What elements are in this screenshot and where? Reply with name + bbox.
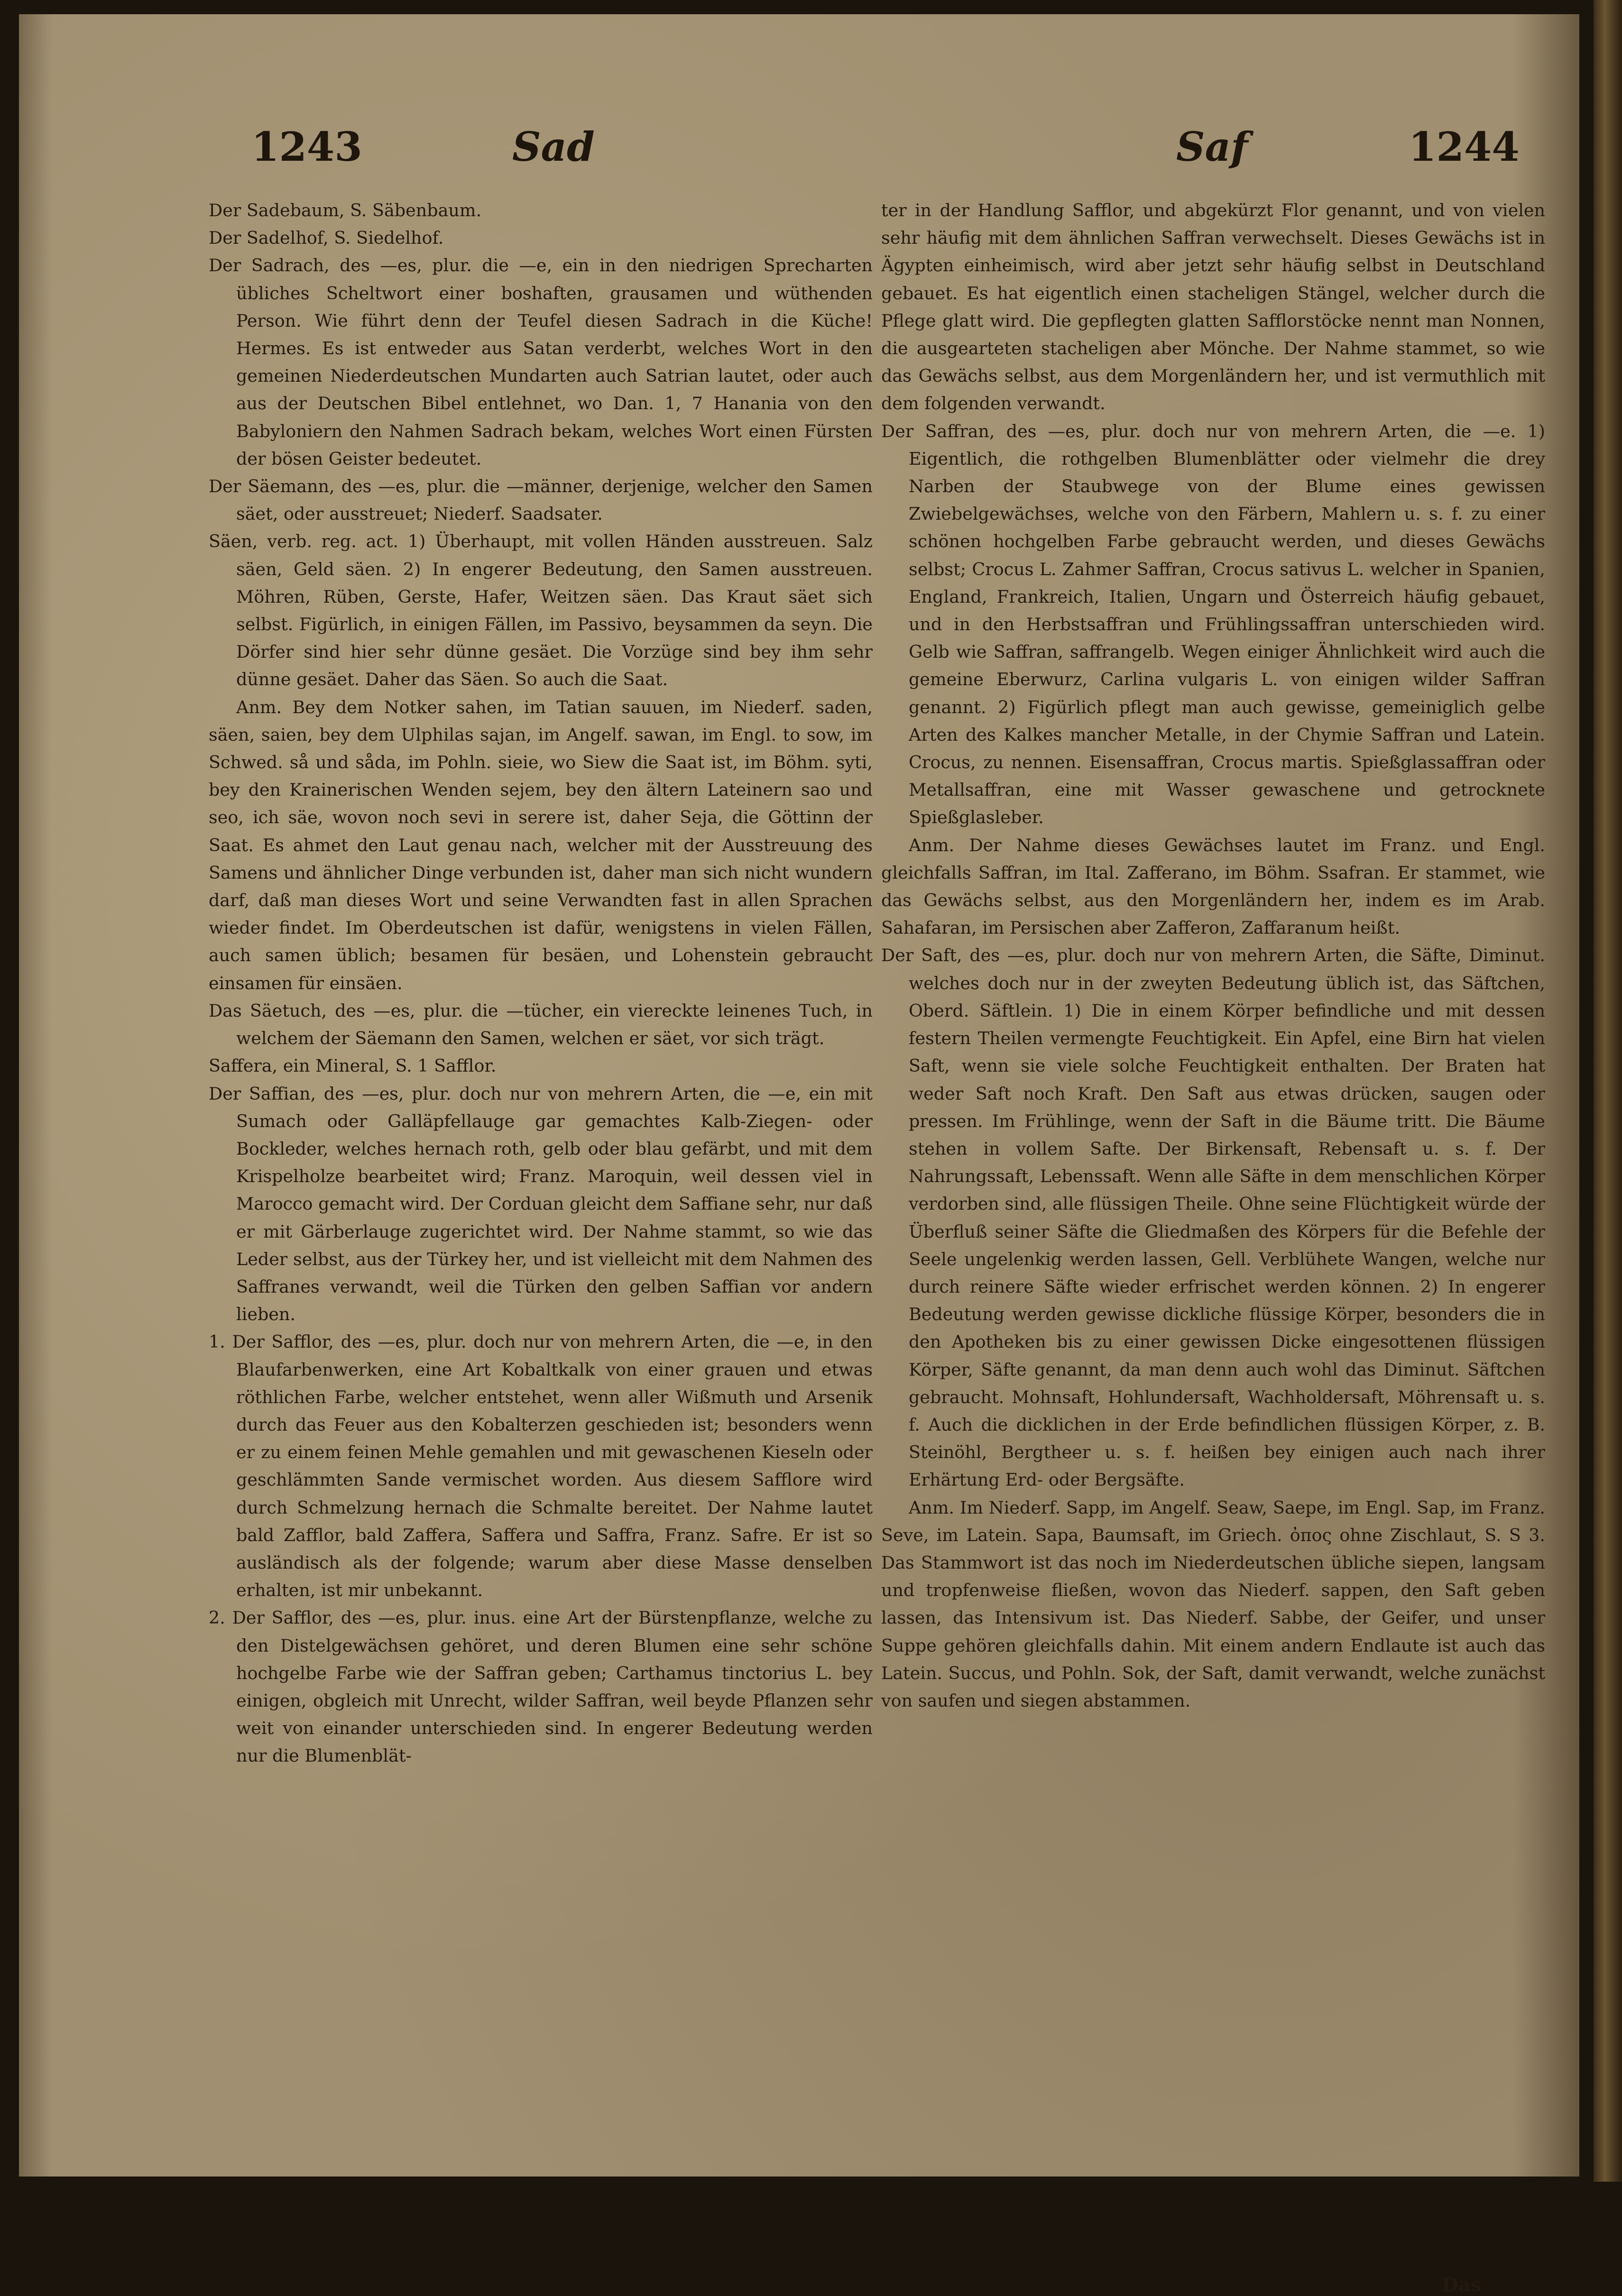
dictionary-entry: Der Sadebaum, S. Säbenbaum.	[209, 200, 482, 220]
annotation-paragraph: Anm. Bey dem Notker sahen, im Tatian sauuen, im Niederf. saden, säen, saien, bey dem Ulphilas sajan, im Angelf. sawan, im Engl. to sow, im Schwed. så und såda, im Pohln. sieie, wo Siew die Saat ist, im Böhm. syti, bey den Krainerischen Wenden sejem, bey den ältern Lateinern sao und seo, ich säe, wovon noch sevi in serere ist, daher Seja, die Göttinn der Saat. Es ahmet den Laut genau nach, welcher mit der Ausstreuung des Samens und ähnlicher Dinge verbunden ist, daher man sich nicht wundern darf, daß man dieses Wort und seine Verwandten fast in allen Sprachen wieder findet. Im Oberdeutschen ist dafür, wenigstens in vielen Fällen, auch samen üblich; besamen für besäen, und Lohenstein gebraucht einsamen für einsäen.	[209, 697, 873, 993]
dictionary-entry: Der Sadelhof, S. Siedelhof.	[209, 228, 444, 248]
dictionary-entry: Der Saffran, des —es, plur. doch nur von mehrern Arten, die —e. 1) Eigentlich, die rothgelben Blumenblätter oder vielmehr die drey Narben der Staubwege von der Blume eines gewissen Zwiebelgewächses, welche von den Färbern, Mahlern u. s. f. zu einer schönen hochgelben Farbe gebraucht werden, und dieses Gewächs selbst; Crocus L. Zahmer Saffran, Crocus sativus L. welcher in Spanien, England, Frankreich, Italien, Ungarn und Österreich häufig gebauet, und in den Herbstsaffran und Frühlingssaffran unterschieden wird. Gelb wie Saffran, saffrangelb. Wegen einiger Ähnlichkeit wird auch die gemeine Eberwurz, Carlina vulgaris L. von einigen wilder Saffran genannt. 2) Figürlich pflegt man auch gewisse, gemeiniglich gelbe Arten des Kalkes mancher Metalle, in der Chymie Saffran und Latein. Crocus, zu nennen. Eisensaffran, Crocus martis. Spießglassaffran oder Metallsaffran, eine mit Wasser gewaschene und getrocknete Spießglasleber.	[881, 421, 1545, 828]
dictionary-entry: Der Säemann, des —es, plur. die —männer, derjenige, welcher den Samen säet, oder ausstreuet; Niederf. Saadsater.	[209, 476, 873, 524]
page-edge	[1594, 0, 1622, 2182]
right-column	[881, 197, 1545, 2094]
annotation-paragraph: Anm. Der Nahme dieses Gewächses lautet im Franz. und Engl. gleichfalls Saffran, im Ital. Zafferano, im Böhm. Ssafran. Er stammet, wie das Gewächs selbst, aus den Morgenländern her, indem es im Arab. Sahafaran, im Persischen aber Zafferon, Zaffaranum heißt.	[881, 835, 1545, 938]
dictionary-entry: Saffera, ein Mineral, S. 1 Safflor.	[209, 1056, 497, 1076]
dictionary-entry: ter in der Handlung Safflor, und abgekürzt Flor genannt, und von vielen sehr häufig mit dem ähnlichen Saffran verwechselt. Dieses Gewächs ist in Ägypten einheimisch, wird aber jetzt sehr häufig selbst in Deutschland gebauet. Es hat eigentlich einen stacheligen Stängel, welcher durch die Pflege glatt wird. Die gepflegten glatten Safflorstöcke nennt man Nonnen, die ausgearteten stacheligen aber Mönche. Der Nahme stammet, so wie das Gewächs selbst, aus dem Morgenländern her, und ist vermuthlich mit dem folgenden verwandt.	[881, 200, 1545, 414]
page-number-right: 1244	[1409, 123, 1520, 170]
left-column	[209, 197, 873, 2094]
dictionary-entry: Der Saffian, des —es, plur. doch nur von mehrern Arten, die —e, ein mit Sumach oder Galläpfellauge gar gemachtes Kalb-Ziegen- oder Bockleder, welches hernach roth, gelb oder blau gefärbt, und mit dem Krispelholze bearbeitet wird; Franz. Maroquin, weil dessen viel in Marocco gemacht wird. Der Corduan gleicht dem Saffiane sehr, nur daß er mit Gärberlauge zugerichtet wird. Der Nahme stammt, so wie das Leder selbst, aus der Türkey her, und ist vielleicht mit dem Nahmen des Saffranes verwandt, weil die Türken den gelben Saffian vor andern lieben.	[209, 1083, 873, 1325]
running-header	[19, 119, 1579, 190]
header-word-left: Sad	[512, 123, 595, 170]
dictionary-entry: Der Sadrach, des —es, plur. die —e, ein in den niedrigen Sprecharten übliches Scheltwort einer boshaften, grausamen und wüthenden Person. Wie führt denn der Teufel diesen Sadrach in die Küche! Hermes. Es ist entweder aus Satan verderbt, welches Wort in den gemeinen Niederdeutschen Mundarten auch Satrian lautet, oder auch aus der Deutschen Bibel entlehnet, wo Dan. 1, 7 Hanania von den Babyloniern den Nahmen Sadrach bekam, welches Wort einen Fürsten der bösen Geister bedeutet.	[209, 255, 873, 469]
dictionary-entry: 2. Der Safflor, des —es, plur. inus. eine Art der Bürstenpflanze, welche zu den Distelgewächsen gehöret, und deren Blumen eine sehr schöne hochgelbe Farbe wie der Saffran geben; Carthamus tinctorius L. bey einigen, obgleich mit Unrecht, wilder Saffran, weil beyde Pflanzen sehr weit von einander unterschieden sind. In engerer Bedeutung werden nur die Blumenblät-	[209, 1607, 873, 1766]
dictionary-entry: Der Saft, des —es, plur. doch nur von mehrern Arten, die Säfte, Diminut. welches doch nur in der zweyten Bedeutung üblich ist, das Säftchen, Oberd. Säftlein. 1) Die in einem Körper befindliche und mit dessen festern Theilen vermengte Feuchtigkeit. Ein Apfel, eine Birn hat vielen Saft, wenn sie viele solche Feuchtigkeit enthalten. Der Braten hat weder Saft noch Kraft. Den Saft aus etwas drücken, saugen oder pressen. Im Frühlinge, wenn der Saft in die Bäume tritt. Die Bäume stehen in vollem Safte. Der Birkensaft, Rebensaft u. s. f. Der Nahrungssaft, Lebenssaft. Wenn alle Säfte in dem menschlichen Körper verdorben sind, alle flüssigen Theile. Ohne seine Flüchtigkeit würde der Überfluß seiner Säfte die Gliedmaßen des Körpers für die Befehle der Seele ungelenkig werden lassen, Gell. Verblühete Wangen, welche nur durch reinere Säfte wieder erfrischet werden können. 2) In engerer Bedeutung werden gewisse dickliche flüssige Körper, besonders die in den Apotheken bis zu einer gewissen Dicke eingesottenen flüssigen Körper, Säfte genannt, da man denn auch wohl das Diminut. Säftchen gebraucht. Mohnsaft, Hohlundersaft, Wachholdersaft, Möhrensaft u. s. f. Auch die dicklichen in der Erde befindlichen flüssigen Körper, z. B. Steinöhl, Bergtheer u. s. f. heißen bey einigen auch nach ihrer Erhärtung Erd- oder Bergsäfte.	[881, 945, 1545, 1490]
dictionary-entry: 1. Der Safflor, des —es, plur. doch nur von mehrern Arten, die —e, in den Blaufarbenwerken, eine Art Kobaltkalk von einer grauen und etwas röthlichen Farbe, welcher entstehet, wenn aller Wißmuth und Arsenik durch das Feuer aus den Kobalterzen geschieden ist; besonders wenn er zu einem feinen Mehle gemahlen und mit gewaschenen Kieseln oder geschlämmten Sande vermischet worden. Aus diesem Safflore wird durch Schmelzung hernach die Schmalte bereitet. Der Nahme lautet bald Zafflor, bald Zaffera, Saffera und Saffra, Franz. Safre. Er ist so ausländisch als der folgende; warum aber diese Masse denselben erhalten, ist mir unbekannt.	[209, 1332, 873, 1601]
header-word-right: Saf	[1176, 123, 1248, 170]
annotation-paragraph: Anm. Im Niederf. Sapp, im Angelf. Seaw, Saepe, im Engl. Sap, im Franz. Seve, im Latein. Sapa, Baumsaft, im Griech. ὀπος ohne Zischlaut, S. S 3. Das Stammwort ist das noch im Niederdeutschen übliche siepen, langsam und tropfenweise fließen, wovon das Niederf. sappen, den Saft geben lassen, das Intensivum ist. Das Niederf. Sabbe, der Geifer, und unser Suppe gehören gleichfalls dahin. Mit einem andern Endlaute ist auch das Latein. Succus, und Pohln. Sok, der Saft, damit verwandt, welche zunächst von saufen und siegen abstammen.	[881, 1497, 1545, 1711]
dictionary-entry: Säen, verb. reg. act. 1) Überhaupt, mit vollen Händen ausstreuen. Salz säen, Geld säen. 2) In engerer Bedeutung, den Samen ausstreuen. Möhren, Rüben, Gerste, Hafer, Weitzen säen. Das Kraut säet sich selbst. Figürlich, in einigen Fällen, im Passivo, beysammen da seyn. Die Dörfer sind hier sehr dünne gesäet. Die Vorzüge sind bey ihm sehr dünne gesäet. Daher das Säen. So auch die Saat.	[209, 531, 873, 690]
page-number-left: 1243	[251, 123, 362, 170]
book-page	[19, 14, 1579, 2177]
catchword: Das	[1442, 2274, 1482, 2296]
dictionary-entry: Das Säetuch, des —es, plur. die —tücher, ein viereckte leinenes Tuch, in welchem der Säemann den Samen, welchen er säet, vor sich trägt.	[209, 1000, 873, 1049]
